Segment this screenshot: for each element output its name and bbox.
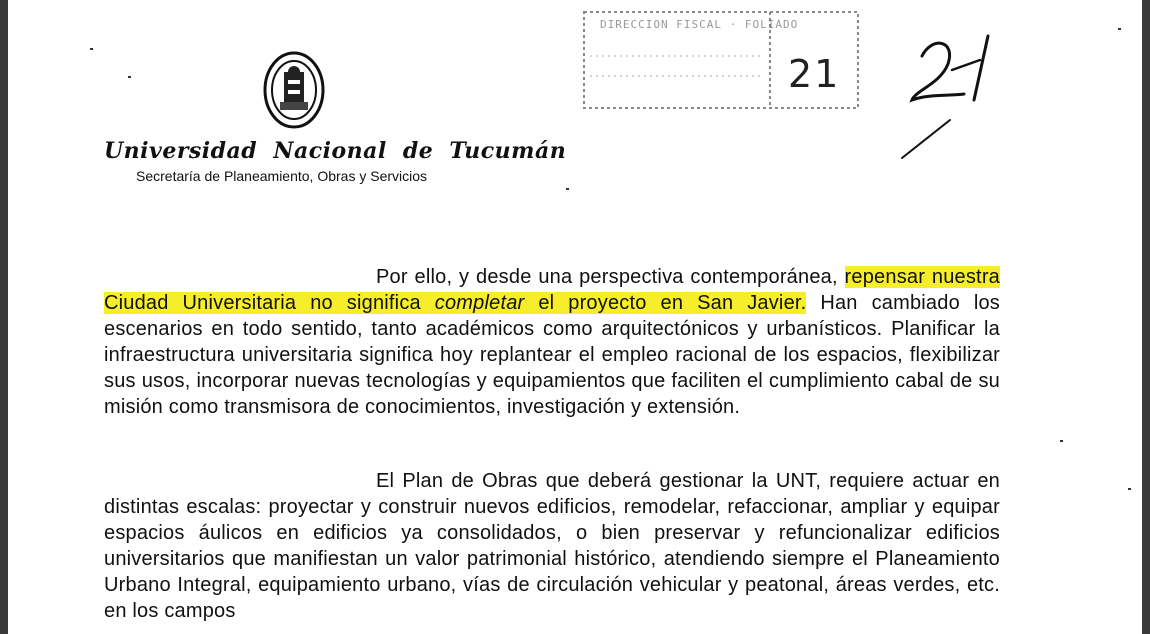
paragraph-2-text: El Plan de Obras que deberá gestionar la UNT, requiere actuar en distintas escalas: proyectar y construir nuevos edificios, remodelar, refaccionar, ampliar y equipar espacios áulicos en edificios ya consolidados, o bien preservar y refuncionalizar edificios universitarios que manifiestan un valor patrimonial histórico, atendiendo siempre el Planeamiento Urbano Integral, equipamiento urbano, vías de circulación vehicular y peatonal, áreas verdes, etc. en los campos — [104, 470, 1000, 622]
scan-speck — [1128, 488, 1131, 490]
document-page — [8, 0, 1142, 634]
scan-speck — [1118, 28, 1121, 30]
highlight-text-a: repensar nuestra Ciudad Universitaria no significa — [104, 266, 1000, 314]
highlight-italic-word: completar — [434, 292, 525, 314]
paragraph-1-intro: Por ello, y desde una perspectiva contemporánea, — [376, 266, 845, 288]
handwritten-folio-21 — [888, 30, 998, 160]
scan-speck — [566, 188, 569, 190]
university-name: Universidad Nacional de Tucumán — [104, 138, 567, 164]
scan-speck — [1060, 440, 1063, 442]
scan-speck — [128, 76, 131, 78]
stamp-label: DIRECCION FISCAL · FOLIADO — [600, 18, 799, 31]
paragraph-1-rest: Han cambiado los escenarios en todo sentido, tanto académicos como arquitectónicos y urbanísticos. Planificar la infraestructura universitaria significa hoy replantear el empleo racional de los espacios, flexibilizar sus usos, incorporar nuevas tecnologías y equipamientos que faciliten el cumplimiento cabal de su misión como transmisora de conocimientos, investigación y extensión. — [104, 292, 1000, 418]
highlight-text-b: el proyecto en San Javier. — [524, 292, 807, 314]
stamp-folio-number: 21 — [788, 52, 841, 96]
university-seal-icon — [262, 50, 326, 130]
scan-speck — [90, 48, 93, 50]
paragraph-1 — [104, 264, 1000, 420]
department-name: Secretaría de Planeamiento, Obras y Servicios — [136, 168, 428, 184]
paragraph-2 — [104, 468, 1000, 624]
